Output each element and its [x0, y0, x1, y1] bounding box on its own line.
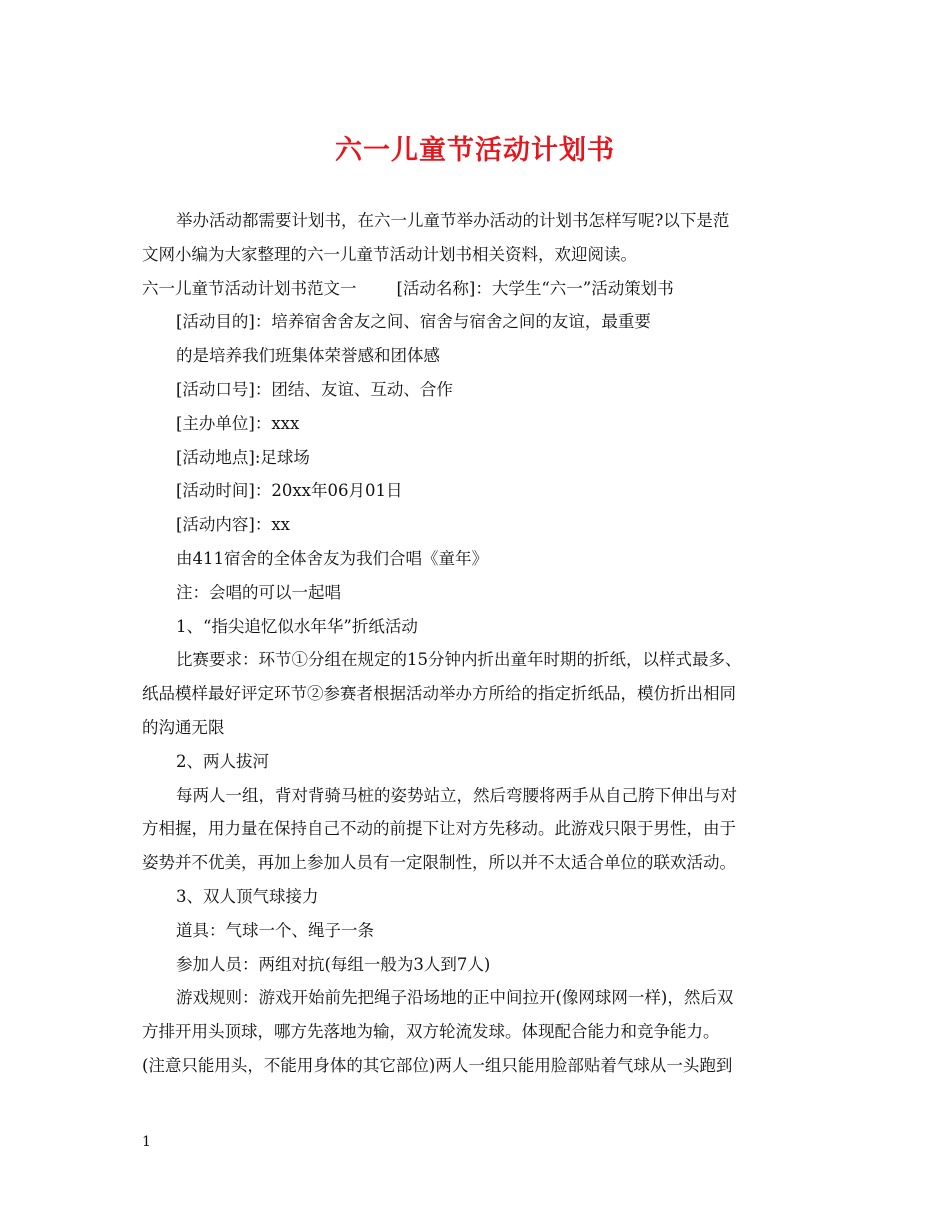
chorus-line: 由411宿舍的全体舍友为我们合唱《童年》 [176, 548, 488, 568]
section-1-rules-line-2: 纸品模样最好评定环节②参赛者根据活动举办方所给的指定折纸品，模仿折出相同 [142, 684, 736, 704]
document-body [142, 204, 832, 1083]
activity-location: [活动地点]:足球场 [176, 447, 310, 467]
paragraph-sample-heading-line [142, 272, 832, 306]
section-3-heading: 3、双人顶气球接力 [176, 886, 319, 906]
section-3-participants: 参加人员：两组对抗(每组一般为3人到7人) [176, 954, 491, 974]
activity-content: [活动内容]：xx [176, 515, 290, 535]
section-2-heading: 2、两人拔河 [176, 751, 269, 771]
activity-name: [活动名称]：大学生“六一”活动策划书 [396, 278, 674, 298]
sample-heading: 六一儿童节活动计划书范文一 [142, 278, 357, 298]
activity-time: [活动时间]：20xx年06月01日 [176, 481, 403, 501]
document-title: 六一儿童节活动计划书 [335, 135, 615, 166]
section-2-text-line-1: 每两人一组，背对背骑马桩的姿势站立，然后弯腰将两手从自己胯下伸出与对 [176, 785, 737, 805]
section-3-props: 道具：气球一个、绳子一条 [176, 920, 374, 940]
section-2-text-line-2: 方相握，用力量在保持自己不动的前提下让对方先移动。此游戏只限于男性，由于 [142, 819, 736, 839]
section-3-rules-line-2: 方排开用头顶球，哪方先落地为输，双方轮流发球。体现配合能力和竞争能力。 [142, 1022, 720, 1042]
activity-slogan: [活动口号]：团结、友谊、互动、合作 [176, 379, 453, 399]
activity-organizer: [主办单位]：xxx [176, 413, 300, 433]
section-1-rules-line-3: 的沟通无限 [142, 717, 225, 737]
activity-purpose-line-2: 的是培养我们班集体荣誉感和团体感 [176, 346, 440, 366]
chorus-note: 注：会唱的可以一起唱 [176, 582, 341, 602]
paragraph-intro-line-1: 举办活动都需要计划书，在六一儿童节举办活动的计划书怎样写呢?以下是范 [176, 211, 730, 230]
section-2-text-line-3: 姿势并不优美，再加上参加人员有一定限制性，所以并不太适合单位的联欢活动。 [142, 853, 736, 873]
page-number: 1 [142, 1134, 151, 1150]
section-3-rules-line-3: (注意只能用头，不能用身体的其它部位)两人一组只能用脸部贴着气球从一头跑到 [142, 1055, 733, 1075]
section-1-rules-line-1: 比赛要求：环节①分组在规定的15分钟内折出童年时期的折纸，以样式最多、 [176, 650, 742, 670]
section-3-rules-line-1: 游戏规则：游戏开始前先把绳子沿场地的正中间拉开(像网球网一样)，然后双 [176, 988, 734, 1008]
activity-purpose-line-1: [活动目的]：培养宿舍舍友之间、宿舍与宿舍之间的友谊，最重要 [176, 312, 651, 332]
paragraph-intro-line-2: 文网小编为大家整理的六一儿童节活动计划书相关资料，欢迎阅读。 [142, 244, 637, 264]
section-1-heading: 1、“指尖追忆似水年华”折纸活动 [176, 616, 418, 636]
